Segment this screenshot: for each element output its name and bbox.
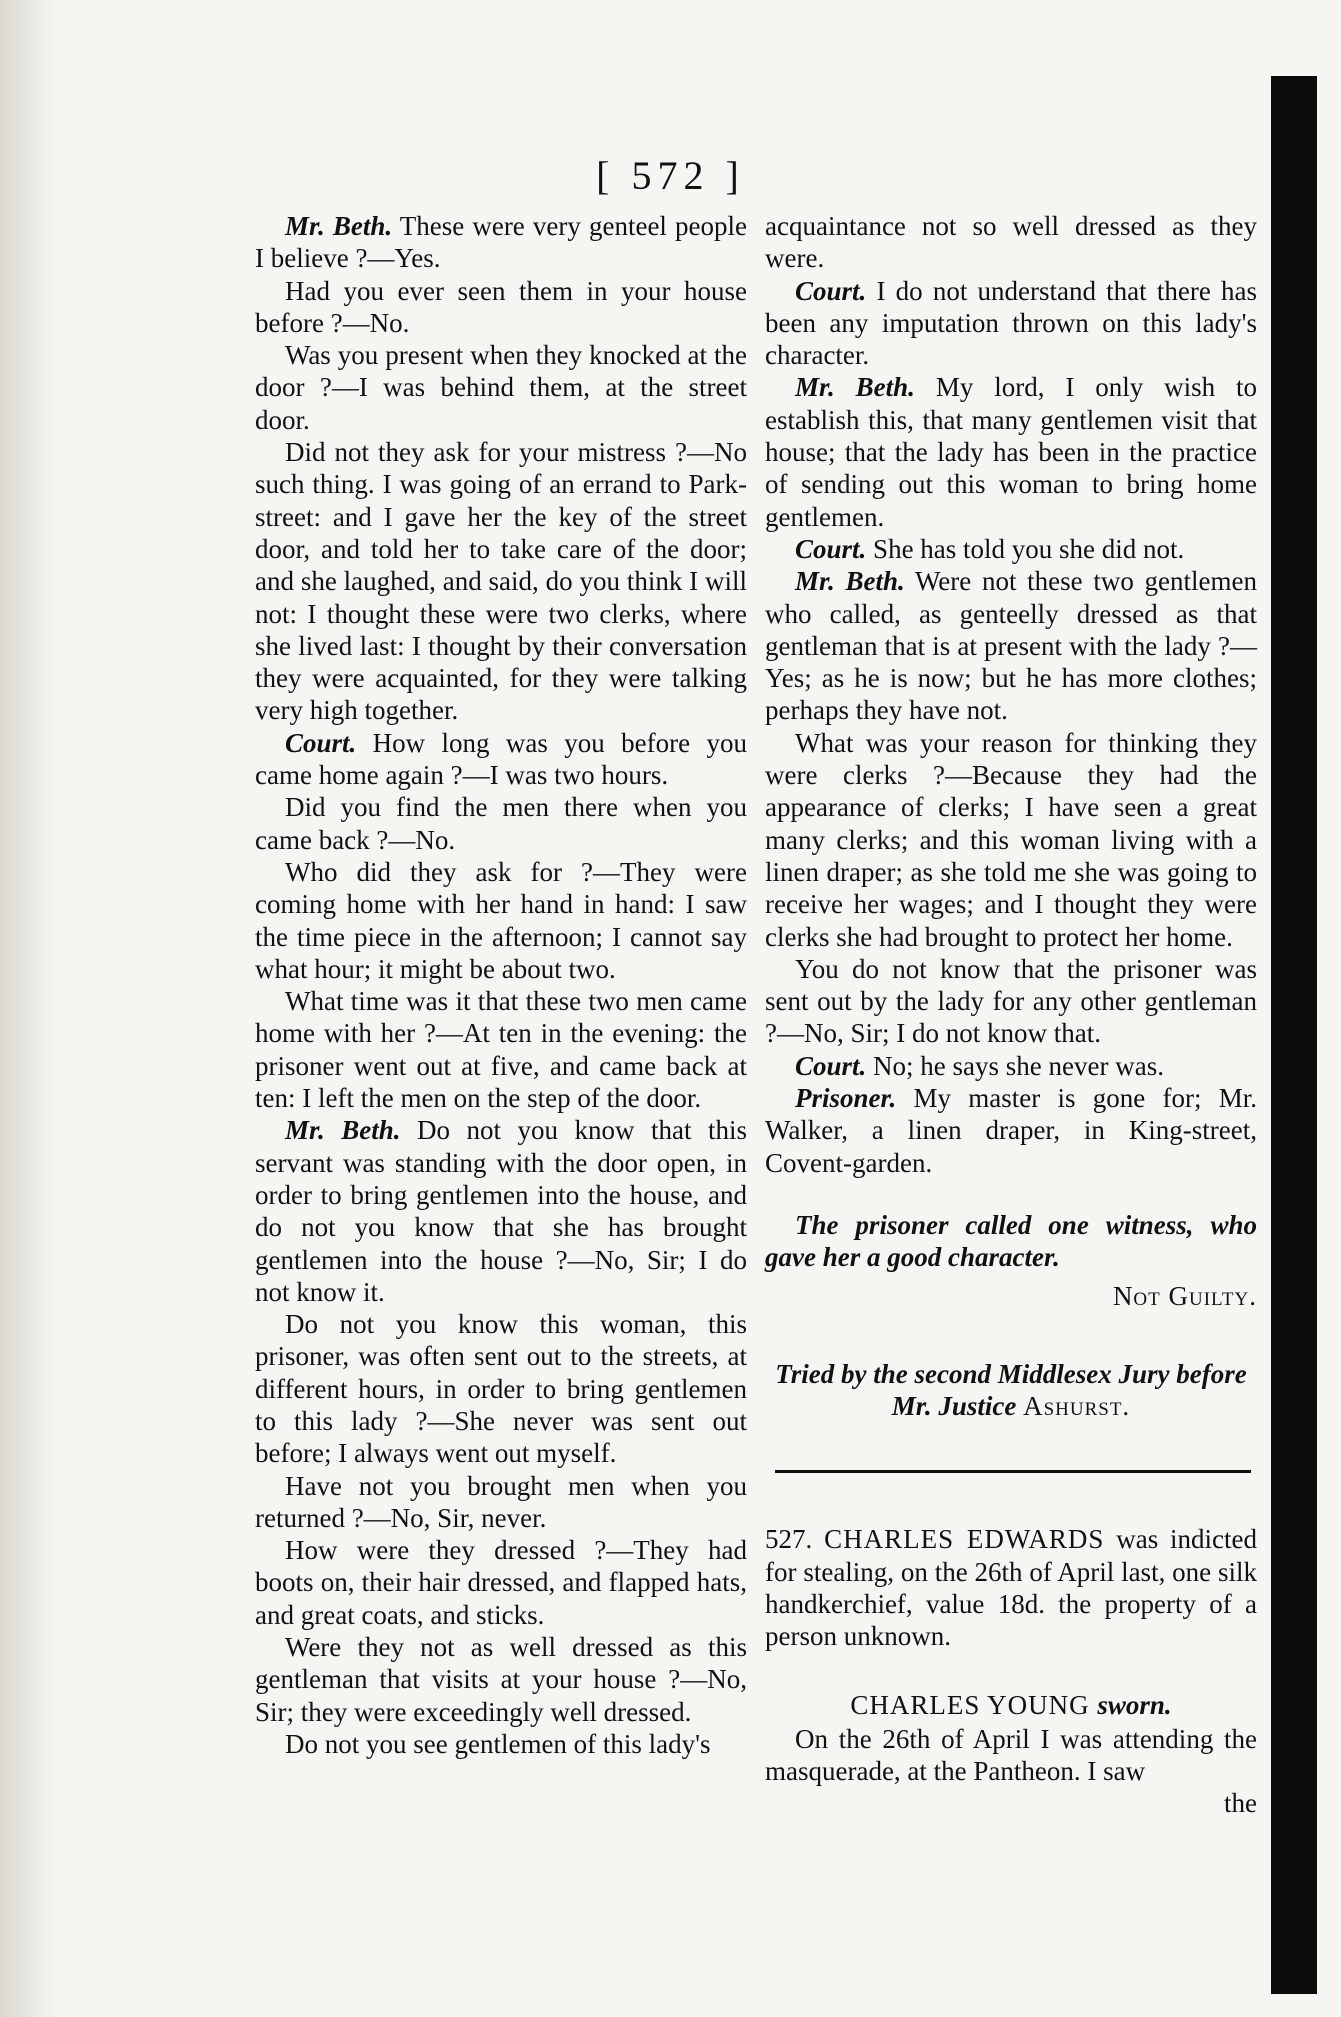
speaker: Court. — [795, 275, 867, 306]
paragraph: Do not you know this woman, this prisoner, was often sent out to the streets, at different hours, in order to bring gentlemen to this lady ?—She never was sent out before; I always went out myself. — [255, 1309, 747, 1469]
speaker: Mr. Beth. — [285, 1115, 401, 1146]
speaker: Mr. Beth. — [285, 211, 393, 241]
jury-note — [765, 1358, 1257, 1423]
paragraph: Did not they ask for your mistress ?—No such thing. I was going of an errand to Park-street: and I gave her the key of the street door, and told her to take care of the door; and she laughed, and said, do you think I will not: I thought these were two clerks, where she lived last: I thought by their conversation they were acquainted, for they were talking very high together. — [255, 437, 747, 726]
section-divider — [775, 1470, 1251, 1473]
speaker: Mr. Beth. — [795, 372, 915, 403]
witness-oath: sworn. — [1097, 1689, 1172, 1720]
witness-name: CHARLES YOUNG — [850, 1689, 1090, 1720]
speaker: Court. — [795, 533, 867, 564]
paragraph — [255, 727, 747, 792]
paragraph-text: No; he says she never was. — [873, 1050, 1164, 1081]
paragraph — [765, 1050, 1257, 1082]
paragraph: Was you present when they knocked at the door ?—I was behind them, at the street door. — [255, 340, 747, 435]
defendant-name: CHARLES EDWARDS — [824, 1524, 1105, 1555]
judge-name: Ashurst. — [1023, 1391, 1131, 1422]
paragraph-text: Do not you know that this servant was standing with the door open, in order to bring gentlemen into the house, and do not you know that she has brought gentlemen into the house ?—No, Sir; I do not know it. — [255, 1115, 747, 1307]
paragraph-text: My lord, I only wish to establish this, that many gentlemen visit that house; that the lady has been in the practice of sending out this woman to bring home gentlemen. — [765, 372, 1257, 532]
paragraph — [765, 565, 1257, 726]
right-column — [765, 210, 1257, 1820]
paragraph-text: These were very genteel people I believe ?—Yes. — [255, 211, 747, 274]
paragraph: You do not know that the prisoner was sent out by the lady for any other gentleman ?—No, Sir; I do not know that. — [765, 953, 1257, 1049]
paragraph-text: My master is gone for; Mr. Walker, a linen draper, in King-street, Covent-garden. — [765, 1083, 1257, 1178]
jury-line: Tried by the second Middlesex Jury before — [775, 1358, 1247, 1389]
paragraph-text: I do not understand that there has been any imputation thrown on this lady's character. — [765, 275, 1257, 371]
paragraph-text: How long was you before you came home again ?—I was two hours. — [255, 727, 747, 791]
witness-note: The prisoner called one witness, who gave her a good character. — [765, 1209, 1257, 1273]
case-text: was indicted for stealing, on the 26th of April last, one silk handkerchief, value 18d. the property of a person unknown. — [765, 1524, 1257, 1652]
case-entry — [765, 1523, 1257, 1652]
scan-margin — [0, 0, 60, 2017]
paragraph-text: Were not these two gentlemen who called, as genteelly dressed as that gentleman that is at present with the lady ?—Yes; as he is now; but he has more clothes; perhaps they have not. — [765, 566, 1257, 726]
speaker: Prisoner. — [795, 1083, 897, 1114]
paragraph: Have not you brought men when you returned ?—No, Sir, never. — [255, 1470, 747, 1533]
paragraph — [765, 275, 1257, 372]
paragraph: Do not you see gentlemen of this lady's — [285, 1728, 711, 1759]
page-number: [ 572 ] — [596, 153, 745, 198]
speaker: Court. — [795, 1050, 867, 1081]
scan-edge-bar — [1271, 76, 1317, 1994]
testimony: On the 26th of April I was attending the masquerade, at the Pantheon. I saw — [765, 1723, 1257, 1787]
paragraph — [255, 1114, 747, 1308]
paragraph: What was your reason for thinking they were clerks ?—Because they had the appearance of clerks; I have seen a great many clerks; and this woman living with a linen draper; as she told me she was going to receive her wages; and I thought they were clerks she had brought to protect her home. — [765, 727, 1257, 952]
paragraph — [255, 210, 747, 275]
speaker: Mr. Beth. — [795, 566, 905, 597]
catchword: the — [1224, 1788, 1257, 1819]
paragraph-text: She has told you she did not. — [873, 533, 1185, 564]
paragraph — [765, 1082, 1257, 1179]
paragraph: Did you find the men there when you came back ?—No. — [255, 792, 747, 855]
verdict: Not Guilty. — [1112, 1280, 1257, 1311]
paragraph: Were they not as well dressed as this gentleman that visits at your house ?—No, Sir; they were exceedingly well dressed. — [255, 1632, 747, 1727]
paragraph: How were they dressed ?—They had boots on, their hair dressed, and flapped hats, and great coats, and sticks. — [255, 1535, 747, 1630]
witness-heading — [765, 1689, 1257, 1721]
paragraph — [765, 371, 1257, 532]
speaker: Court. — [285, 727, 357, 758]
paragraph — [765, 533, 1257, 565]
paragraph: Who did they ask for ?—They were coming home with her hand in hand: I saw the time piece in the afternoon; I cannot say what hour; it might be about two. — [255, 856, 747, 984]
paragraph: Had you ever seen them in your house before ?—No. — [255, 275, 747, 338]
left-column — [255, 210, 747, 1760]
case-number: 527. — [765, 1524, 813, 1555]
paragraph: What time was it that these two men came home with her ?—At ten in the evening: the prisoner went out at five, and came back at ten: I left the men on the step of the door. — [255, 986, 747, 1114]
judge-prefix: Mr. Justice — [891, 1391, 1017, 1422]
paragraph-continuation: acquaintance not so well dressed as they were. — [765, 211, 1257, 274]
